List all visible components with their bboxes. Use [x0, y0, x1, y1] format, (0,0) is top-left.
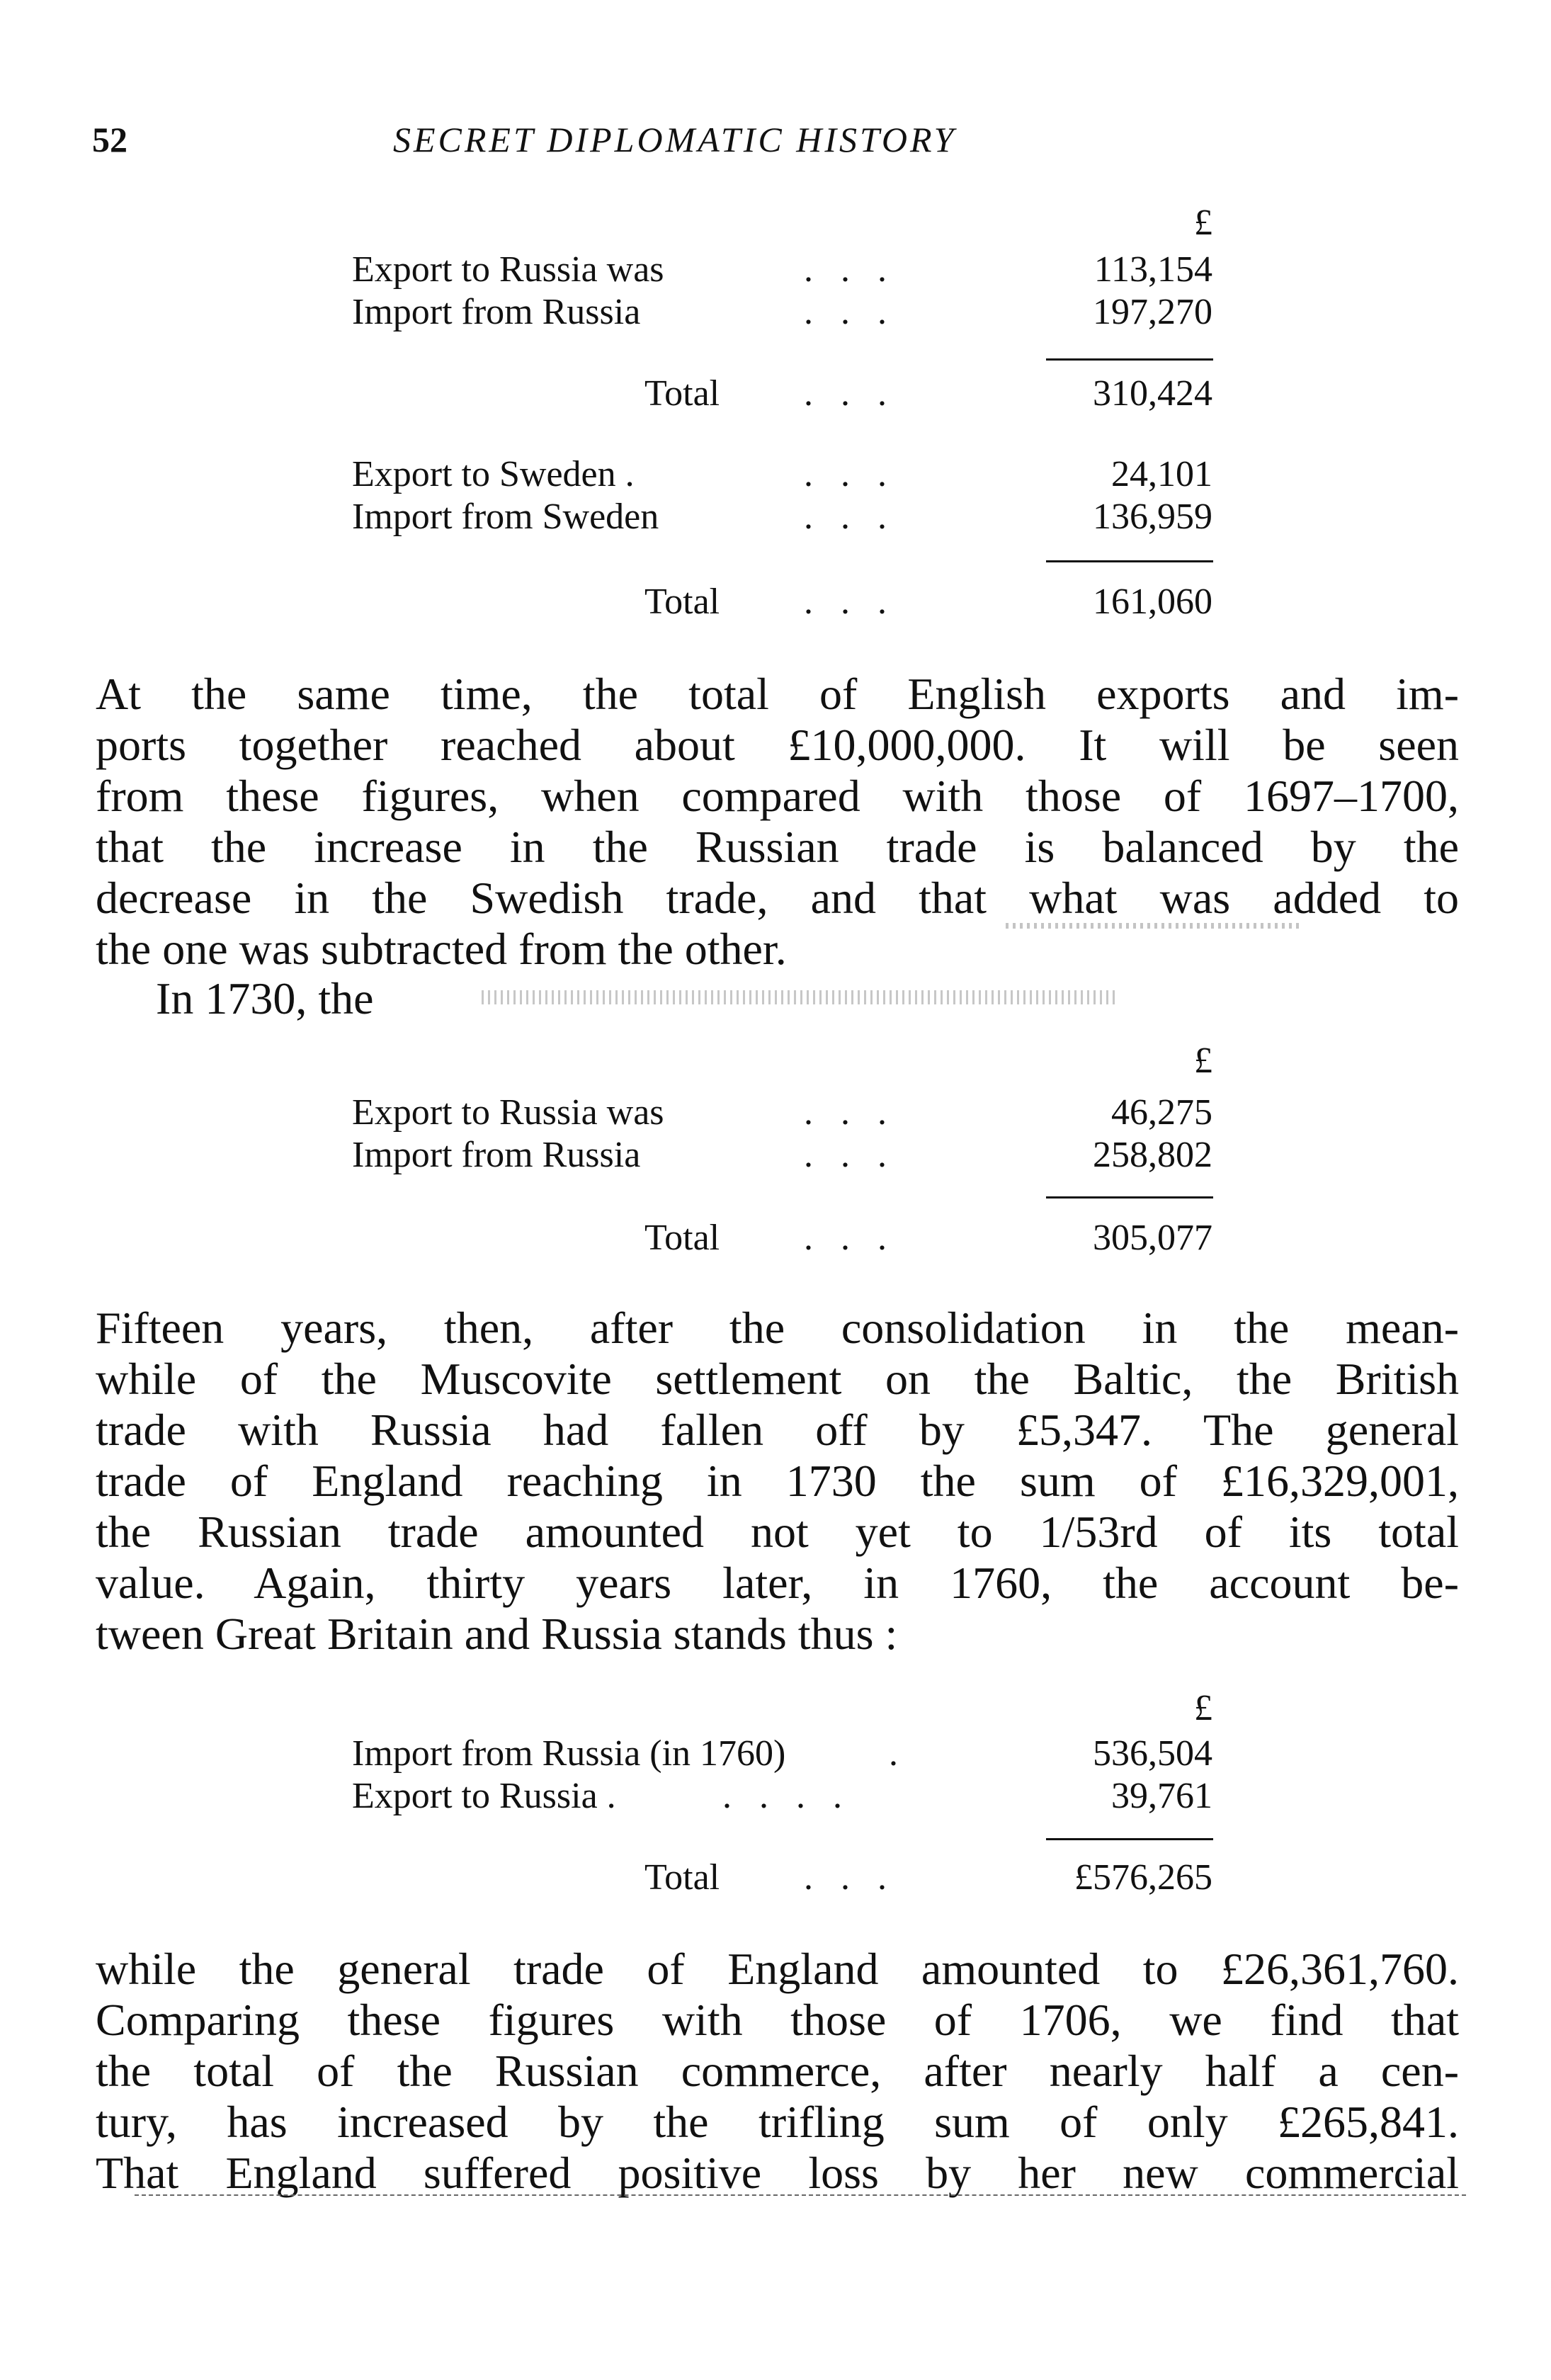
leader-dots: . . . . — [722, 1776, 842, 1816]
paragraph-line: trade with Russia had fallen off by £5,347. The general — [96, 1405, 1459, 1455]
sum-rule — [1046, 358, 1213, 361]
total-value: 305,077 — [1093, 1218, 1212, 1258]
paragraph-line: tury, has increased by the trifling sum of only £265,841. — [96, 2097, 1459, 2147]
pencil-underline-mark — [135, 2194, 1466, 2196]
running-title: SECRET DIPLOMATIC HISTORY — [393, 120, 957, 159]
table-row-value: 46,275 — [1111, 1092, 1212, 1133]
leader-dots: . . . — [804, 292, 887, 332]
table-row-value: 113,154 — [1093, 249, 1212, 290]
total-value: £576,265 — [1074, 1857, 1212, 1898]
sum-rule — [1046, 560, 1213, 562]
faded-print-smudge — [482, 990, 1119, 1004]
table-row-label: Import from Russia — [352, 292, 641, 332]
leader-dots: . . . — [804, 582, 887, 622]
table-row-value: 197,270 — [1093, 292, 1212, 332]
paragraph-line: Comparing these figures with those of 1706, we find that — [96, 1995, 1459, 2045]
table-row-label: Export to Russia was — [352, 249, 664, 290]
leader-dots: . . . — [804, 373, 887, 414]
paragraph-line: Fifteen years, then, after the consolidation in the mean- — [96, 1303, 1459, 1353]
paragraph-line: trade of England reaching in 1730 the sum of £16,329,001, — [96, 1456, 1459, 1506]
paragraph-line: At the same time, the total of English exports and im- — [96, 669, 1459, 719]
sum-rule — [1046, 1196, 1213, 1198]
leader-dots: . . . — [804, 1092, 887, 1133]
table-row-label: Import from Sweden — [352, 497, 659, 537]
total-label: Total — [644, 582, 720, 622]
leader-dots: . . . — [804, 1218, 887, 1258]
table-row-label: Export to Sweden . — [352, 454, 635, 494]
paragraph-line: while of the Muscovite settlement on the Baltic, the British — [96, 1354, 1459, 1404]
sum-rule — [1046, 1838, 1213, 1840]
table-row-value: 258,802 — [1093, 1135, 1212, 1175]
table-row-value: 536,504 — [1093, 1733, 1212, 1774]
table-row-label: Import from Russia — [352, 1135, 641, 1175]
leader-dots: . . . — [804, 454, 887, 494]
table-row-label: Export to Russia . — [352, 1776, 616, 1816]
table-row-label: Import from Russia (in 1760) — [352, 1733, 786, 1774]
paragraph-line: That England suffered positive loss by her new commercial — [96, 2148, 1459, 2198]
total-label: Total — [644, 1218, 720, 1258]
total-value: 310,424 — [1093, 373, 1212, 414]
paragraph-line: while the general trade of England amounted to £26,361,760. — [96, 1944, 1459, 1994]
table-row-value: 136,959 — [1093, 497, 1212, 537]
leader-dots: . . . — [804, 497, 887, 537]
paragraph-line: the Russian trade amounted not yet to 1/53rd of its total — [96, 1507, 1459, 1557]
paragraph-line: value. Again, thirty years later, in 1760, the account be- — [96, 1558, 1459, 1608]
leader-dots: . . . — [804, 1857, 887, 1898]
currency-header: £ — [1194, 1041, 1212, 1081]
paragraph-line: decrease in the Swedish trade, and that what was added to — [96, 873, 1459, 923]
table-row-value: 39,761 — [1111, 1776, 1212, 1816]
page-number: 52 — [92, 120, 127, 159]
leader-dots: . . . — [804, 249, 887, 290]
paragraph-line: the one was subtracted from the other. — [96, 924, 787, 974]
table-row-value: 24,101 — [1111, 454, 1212, 494]
total-value: 161,060 — [1093, 582, 1212, 622]
paragraph-line: ports together reached about £10,000,000. It will be seen — [96, 720, 1459, 770]
paragraph-line: that the increase in the Russian trade is balanced by the — [96, 822, 1459, 872]
paragraph-line: tween Great Britain and Russia stands thus : — [96, 1609, 898, 1659]
total-label: Total — [644, 1857, 720, 1898]
total-label: Total — [644, 373, 720, 414]
paragraph-line: In 1730, the — [156, 973, 374, 1024]
leader-dots: . . . — [804, 1135, 887, 1175]
leader-dots: . — [889, 1733, 898, 1774]
paragraph-line: from these figures, when compared with those of 1697–1700, — [96, 771, 1459, 821]
paragraph-line: the total of the Russian commerce, after nearly half a cen- — [96, 2046, 1459, 2096]
currency-header: £ — [1194, 1688, 1212, 1728]
table-row-label: Export to Russia was — [352, 1092, 664, 1133]
currency-header: £ — [1194, 203, 1212, 243]
